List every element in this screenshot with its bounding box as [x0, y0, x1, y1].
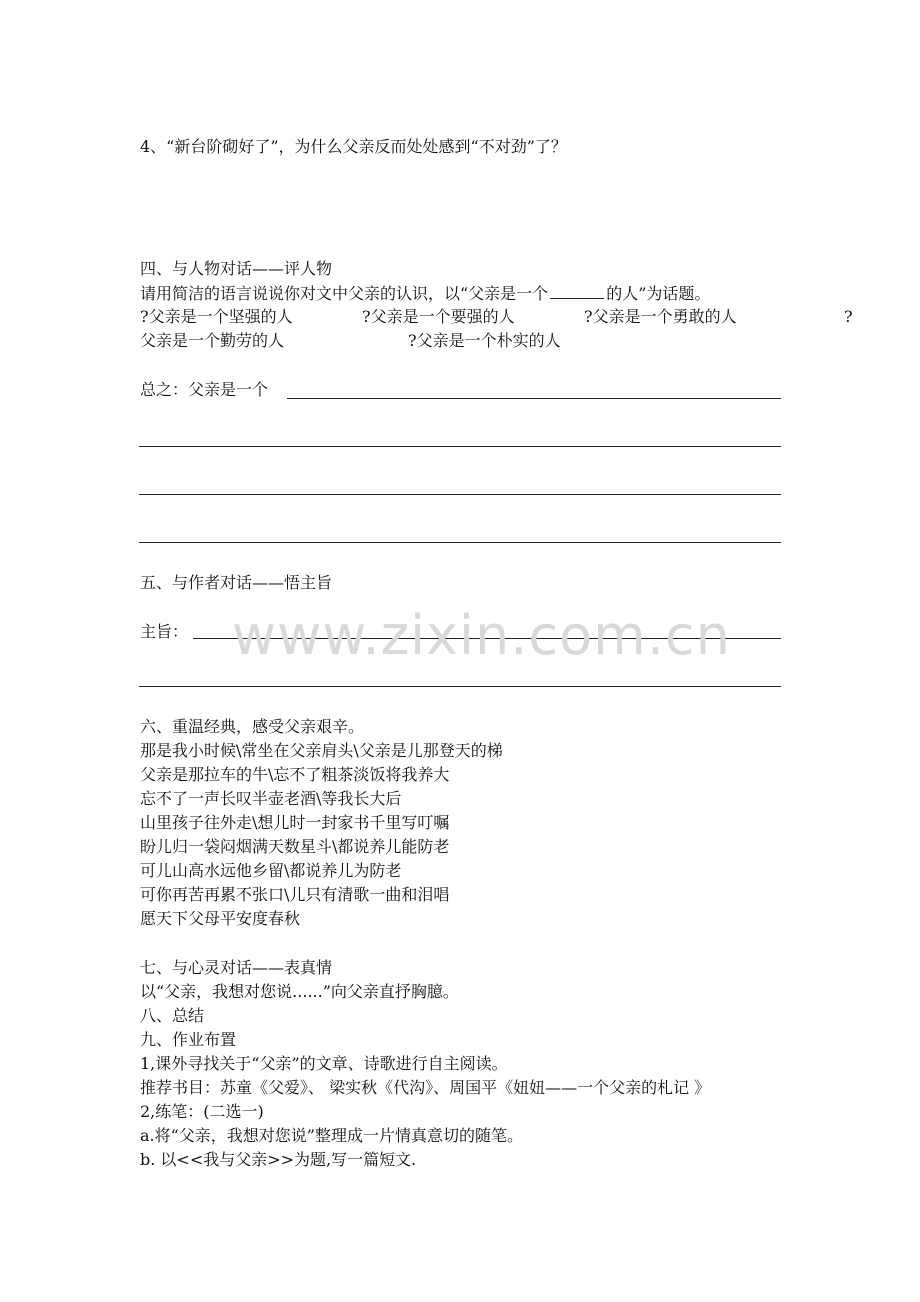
- question-4: 4、“新台阶砌好了”，为什么父亲反而处处感到“不对劲”了？: [140, 137, 567, 156]
- option-1: ?父亲是一个坚强的人: [140, 307, 293, 326]
- recommended-books: 推荐书目：苏童《父爱》、 梁实秋《代沟》、周国平《妞妞——一个父亲的札记 》: [140, 1078, 711, 1097]
- lyric-line-1: 那是我小时候\常坐在父亲肩头\父亲是儿那登天的梯: [140, 741, 503, 760]
- lyric-line-8: 愿天下父母平安度春秋: [140, 909, 301, 928]
- prompt-text-before: 请用简洁的语言说说你对文中父亲的认识，以“父亲是一个: [140, 284, 549, 303]
- prompt-blank: [550, 282, 604, 299]
- section-6-heading: 六、重温经典，感受父亲艰辛。: [140, 717, 365, 736]
- answer-line-summary: [287, 398, 781, 399]
- section-7-line: 以“父亲，我想对您说......”向父亲直抒胸臆。: [140, 982, 459, 1001]
- section-4-prompt: [140, 282, 710, 305]
- homework-item-1: 1,课外寻找关于“父亲”的文章、诗歌进行自主阅读。: [140, 1054, 508, 1073]
- option-3: ?父亲是一个勇敢的人: [584, 307, 737, 326]
- section-8-heading: 八、总结: [140, 1006, 205, 1025]
- section-5-heading: 五、与作者对话——悟主旨: [140, 573, 333, 592]
- lyric-line-3: 忘不了一声长叹半壶老酒\等我长大后: [140, 789, 402, 808]
- lyric-line-6: 可儿山高水远他乡留\都说养儿为防老: [140, 861, 402, 880]
- lyric-line-5: 盼儿归一袋闷烟满天数星斗\都说养儿能防老: [140, 837, 450, 856]
- section-9-heading: 九、作业布置: [140, 1030, 237, 1049]
- homework-item-2b: b. 以<<我与父亲>>为题,写一篇短文.: [140, 1150, 417, 1169]
- answer-line-3: [139, 542, 781, 543]
- summary-label: 总之：父亲是一个: [140, 380, 269, 399]
- homework-item-2a: a.将“父亲，我想对您说”整理成一片情真意切的随笔。: [140, 1126, 523, 1145]
- theme-label: 主旨：: [140, 622, 189, 641]
- answer-line-theme-2: [139, 686, 781, 687]
- option-4-mark: ?: [844, 307, 853, 326]
- lyric-line-7: 可你再苦再累不张口\儿只有清歌一曲和泪唱: [140, 885, 450, 904]
- section-4-heading: 四、与人物对话——评人物: [140, 259, 333, 278]
- option-5: ?父亲是一个朴实的人: [408, 331, 561, 350]
- answer-line-1: [139, 446, 781, 447]
- homework-item-2: 2,练笔：(二选一): [140, 1102, 264, 1121]
- option-2: ?父亲是一个要强的人: [362, 307, 515, 326]
- lyric-line-2: 父亲是那拉车的牛\忘不了粗茶淡饭将我养大: [140, 765, 450, 784]
- lyric-line-4: 山里孩子往外走\想儿时一封家书千里写叮嘱: [140, 813, 450, 832]
- section-7-heading: 七、与心灵对话——表真情: [140, 958, 333, 977]
- prompt-text-after: 的人”为话题。: [606, 284, 711, 303]
- answer-line-2: [139, 494, 781, 495]
- watermark: www.zixin.com.cn: [232, 604, 731, 667]
- option-4: 父亲是一个勤劳的人: [140, 331, 285, 350]
- answer-line-theme: [193, 638, 781, 639]
